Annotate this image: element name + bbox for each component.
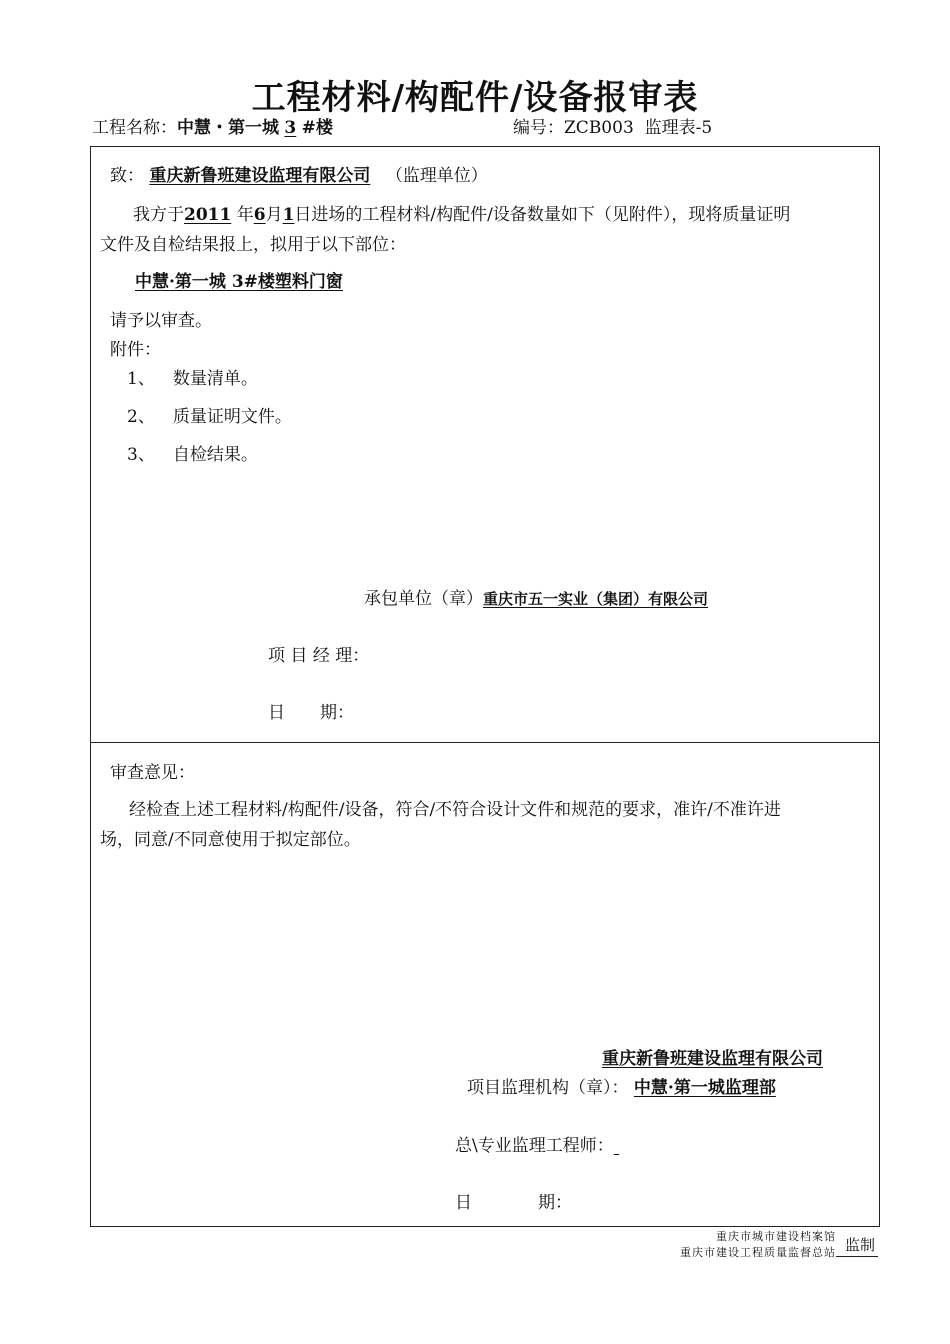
addressee-role: （监理单位） — [385, 166, 488, 186]
number-label: 编号： — [513, 118, 564, 138]
project-label: 工程名称： — [92, 118, 177, 138]
submission-paragraph-line1 — [133, 200, 790, 225]
review-label: 审查意见： — [110, 763, 195, 783]
attachment-number: 2、 — [127, 407, 155, 427]
attachment-item — [127, 402, 292, 427]
attachment-number: 1、 — [127, 369, 155, 389]
entry-month: 6 — [253, 205, 266, 225]
project-manager-label: 项 目 经 理： — [268, 646, 370, 666]
addressee-row — [110, 161, 488, 186]
date-label-day: 日 — [268, 703, 285, 723]
attachment-text: 质量证明文件。 — [172, 407, 292, 427]
addressee-company: 重庆新鲁班建设监理有限公司 — [149, 166, 371, 186]
footer-archive: 重庆市城市建设档案馆 — [716, 1230, 836, 1243]
attachments-label: 附件： — [110, 340, 161, 360]
engineer-label: 总\专业监理工程师： — [455, 1136, 614, 1156]
project-building-suffix: #楼 — [301, 118, 333, 138]
date-label-period: 期： — [320, 703, 354, 723]
p1-text-a: 我方于 — [133, 205, 184, 225]
footer-stamp: 监制 — [845, 1236, 876, 1254]
review-text-line1: 经检查上述工程材料/构配件/设备，符合/不符合设计文件和规范的要求，准许/不准许进 — [129, 800, 781, 820]
org-name: 中慧·第一城监理部 — [633, 1078, 776, 1098]
review-text-line2: 场，同意/不同意使用于拟定部位。 — [100, 830, 361, 850]
p1-text-c: 月 — [265, 205, 283, 225]
footer-supervision-station: 重庆市建设工程质量监督总站 — [680, 1246, 836, 1259]
attachment-item — [127, 364, 258, 389]
entry-day: 1 — [282, 205, 295, 225]
footer-divider — [836, 1256, 878, 1257]
to-label: 致： — [110, 166, 144, 186]
attachment-text: 数量清单。 — [172, 369, 258, 389]
number-value: ZCB003 — [564, 118, 634, 138]
date-label-period: 期： — [538, 1193, 572, 1213]
contractor-label: 承包单位（章） — [364, 589, 483, 609]
p1-text-b: 年 — [236, 205, 254, 225]
submission-paragraph-line2: 文件及自检结果报上，拟用于以下部位： — [100, 235, 406, 255]
contractor-row — [364, 584, 708, 609]
project-building-number: 3 — [284, 118, 297, 138]
org-label: 项目监理机构（章）： — [467, 1078, 629, 1098]
usage-location: 中慧·第一城 3#楼塑料门窗 — [135, 272, 343, 292]
form-code: 监理表-5 — [644, 118, 713, 138]
attachment-number: 3、 — [127, 445, 155, 465]
engineer-row — [455, 1131, 619, 1156]
project-name-row — [92, 113, 333, 138]
project-name: 中慧・第一城 — [177, 118, 279, 138]
attachment-item — [127, 440, 258, 465]
review-date-row — [455, 1188, 572, 1213]
form-number-row — [513, 113, 712, 138]
p1-text-d: 日进场的工程材料/构配件/设备数量如下（见附件），现将质量证明 — [294, 205, 791, 225]
submission-date-row — [268, 698, 354, 723]
supervision-org-row — [467, 1073, 776, 1098]
contractor-name: 重庆市五一实业（集团）有限公司 — [483, 590, 709, 608]
request-text: 请予以审查。 — [110, 311, 212, 331]
supervision-company: 重庆新鲁班建设监理有限公司 — [602, 1049, 823, 1069]
date-label-day: 日 — [455, 1193, 472, 1213]
entry-year: 2011 — [184, 205, 232, 225]
page-title: 工程材料/构配件/设备报审表 — [251, 78, 699, 118]
attachment-text: 自检结果。 — [172, 445, 258, 465]
